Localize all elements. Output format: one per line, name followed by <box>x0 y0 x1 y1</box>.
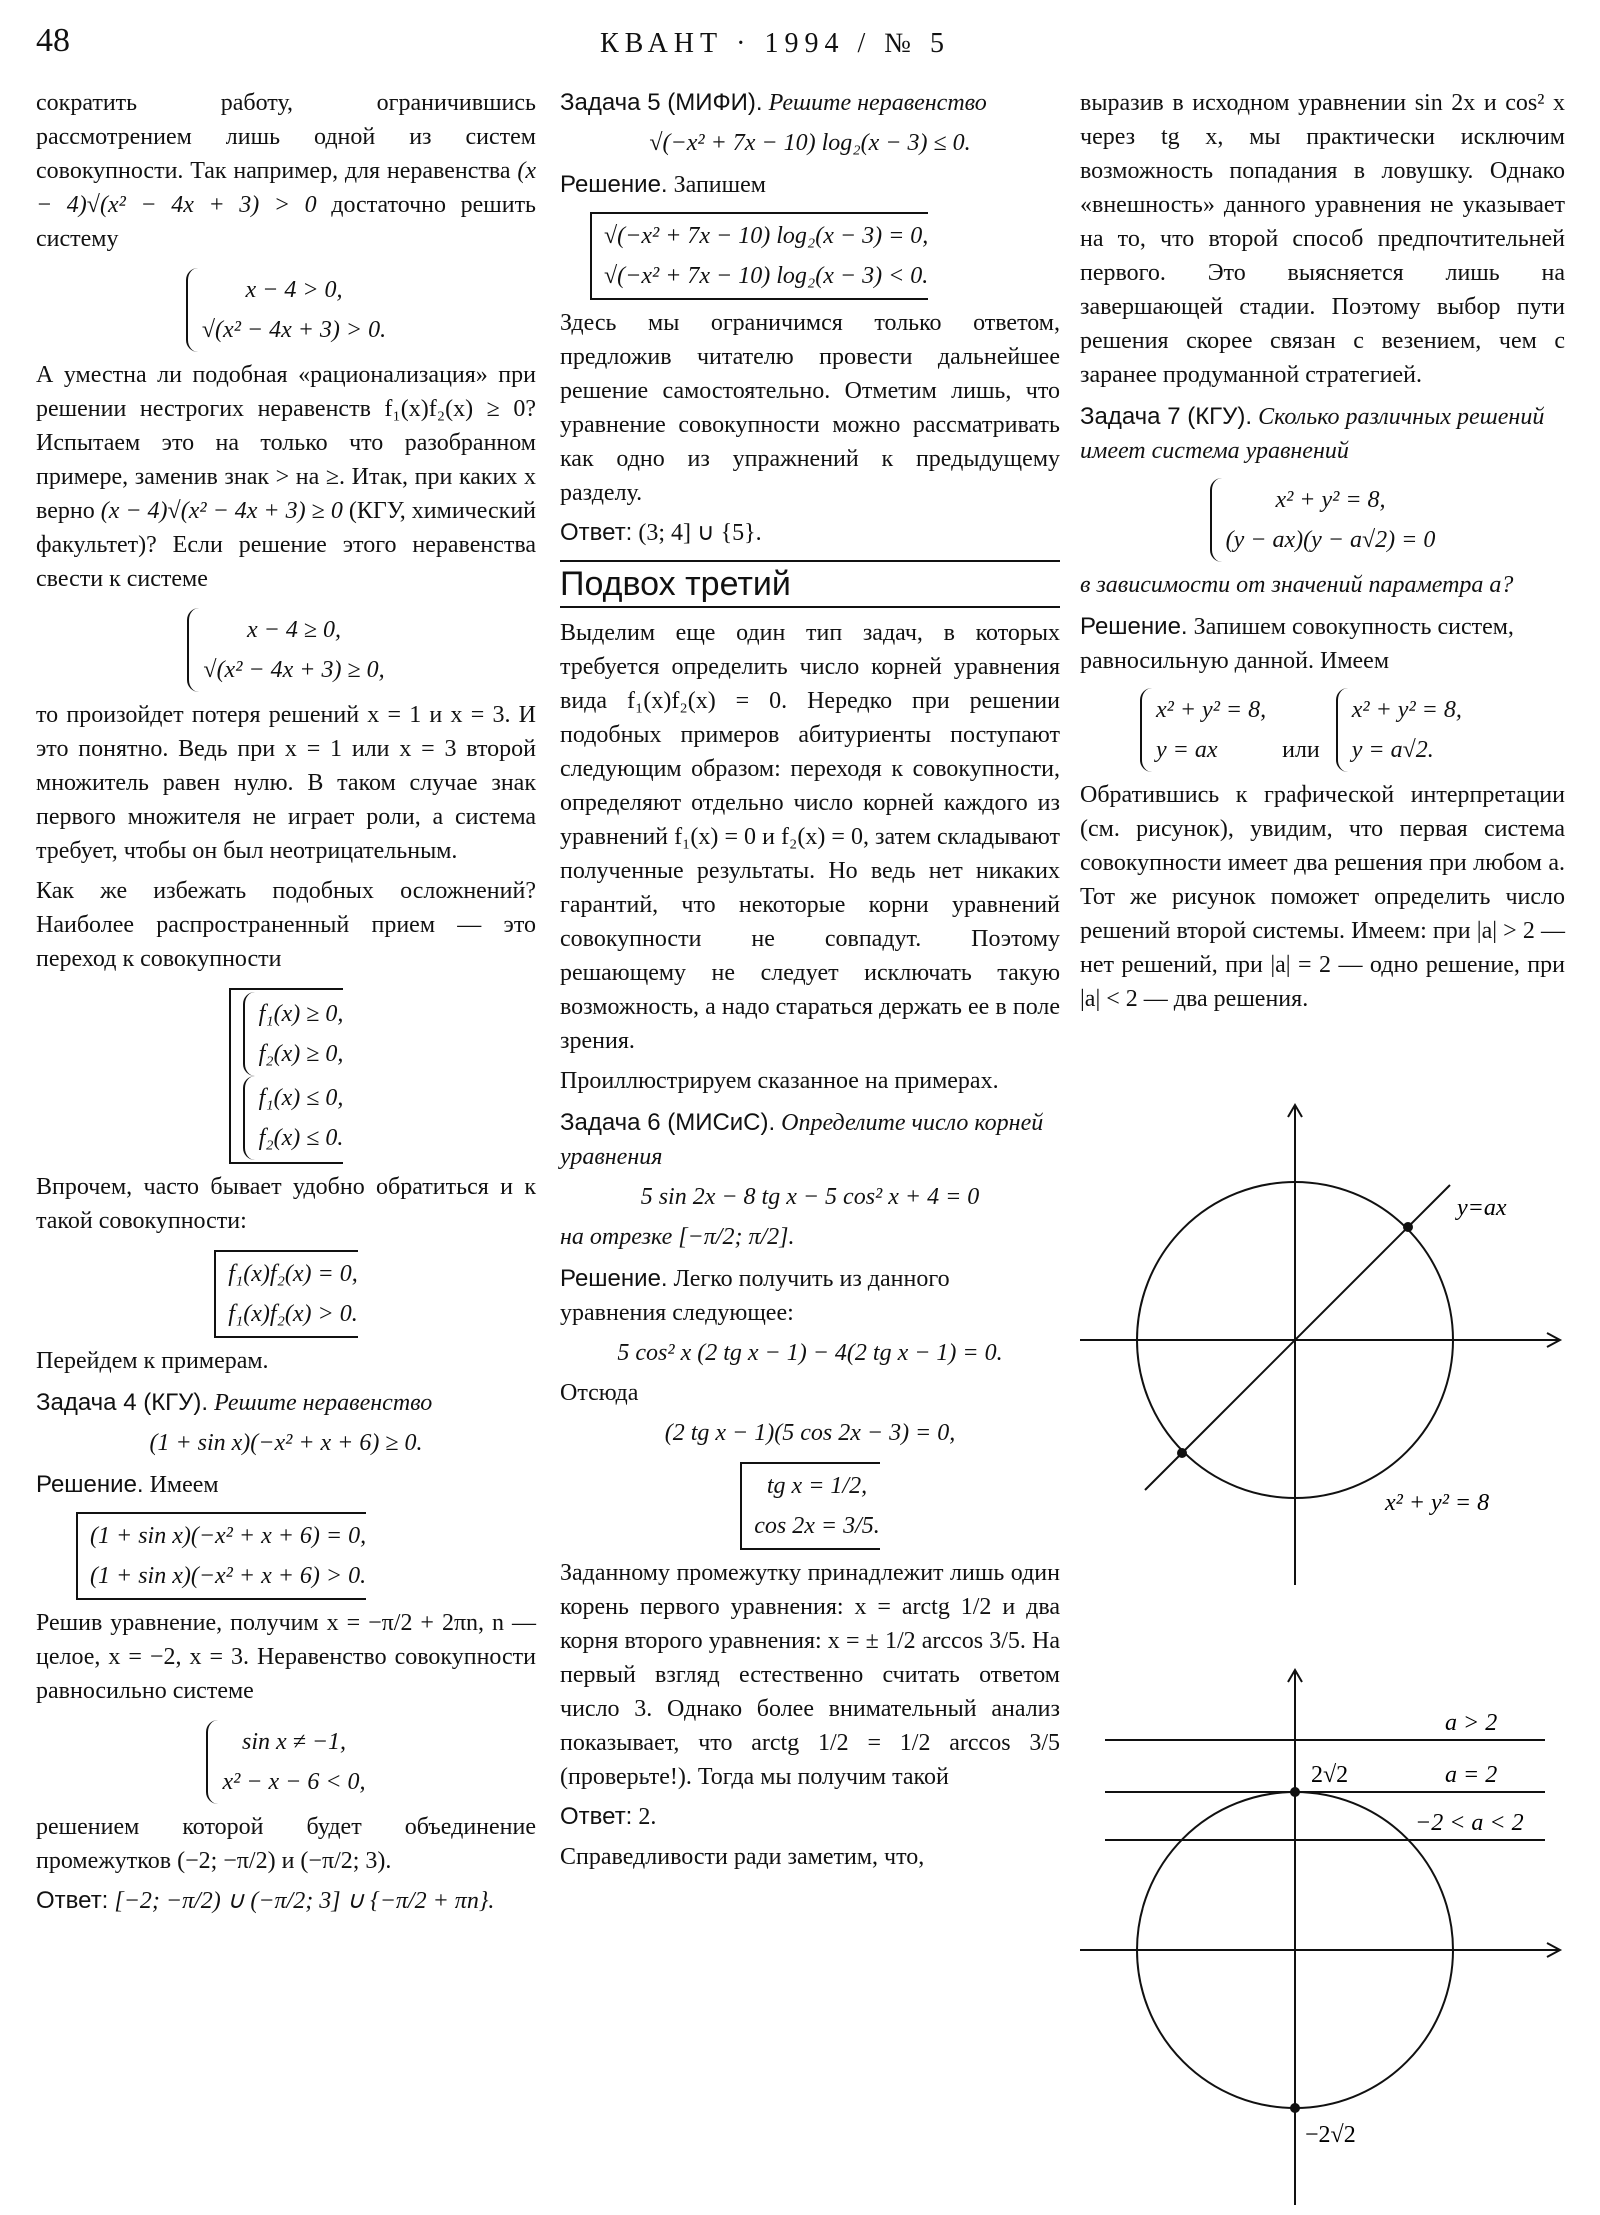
formula: (1 + sin x)(−x² + x + 6) ≥ 0. <box>149 1430 423 1456</box>
paragraph: Решив уравнение, получим x = −π/2 + 2πn, n — целое, x = −2, x = 3. Неравенство совокупности равносильно системе <box>36 1610 536 1704</box>
journal-header: КВАНТ · 1994 / № 5 <box>600 28 950 59</box>
collection-line: tg x = 1/2, <box>766 1473 868 1499</box>
task-label: Задача 6 (МИСиС). <box>560 1109 776 1136</box>
paragraph: Выделим еще один тип задач, в которых требуется определить число корней уравнения вида f₁(x)f₂(x) = 0. Нередко при решении подобных примеров абитуриенты поступают следующим образом: переходя к совокупности, определяют отдельно число корней каждого из уравнений f₁(x) = 0 и f₂(x) = 0, затем складывают полученные результаты. Но ведь нет никаких гарантий, что некоторые корни уравнений совокупности не совпадут. Поэтому решающему не следует исключать такую возможность, а надо стараться держать ее в поле зрения. <box>560 620 1060 1054</box>
system <box>1140 688 1266 772</box>
system-line: sin x ≠ −1, <box>241 1729 347 1755</box>
task-condition: Определите число корней уравнения <box>560 1110 1044 1170</box>
system <box>186 268 386 352</box>
system-line: x² − x − 6 < 0, <box>222 1769 366 1795</box>
system <box>206 1720 365 1804</box>
column-2 <box>560 86 1060 1880</box>
formula: 5 sin 2x − 8 tg x − 5 cos² x + 4 = 0 <box>640 1184 980 1210</box>
task-condition: Сколько различных решений имеет система уравнений <box>1080 404 1545 464</box>
solution-label: Решение. <box>36 1471 144 1498</box>
column-3 <box>1080 86 1565 1022</box>
system-line: x − 4 ≥ 0, <box>246 617 342 643</box>
answer-value: 2. <box>638 1804 657 1830</box>
text: или <box>1282 737 1320 763</box>
text: сократить работу, ограничившись рассмотрением лишь одной из систем совокупности. Так например, для неравенства <box>36 90 536 184</box>
text: Легко получить из данного уравнения следующее: <box>560 1266 950 1326</box>
task-condition: Решите неравенство <box>768 90 987 116</box>
system <box>1210 478 1436 562</box>
line-y-ax <box>1145 1185 1450 1490</box>
system-line: √(x² − 4x + 3) > 0. <box>201 317 387 343</box>
collection-line: √(−x² + 7x − 10) log₂(x − 3) = 0, <box>604 223 929 249</box>
collection <box>590 212 928 300</box>
answer-label: Ответ: <box>560 1803 633 1830</box>
circle-label: x² + y² = 8 <box>1385 1490 1490 1516</box>
figure-circle-horizontals <box>1075 1660 1570 2210</box>
paragraph: Перейдем к примерам. <box>36 1348 269 1374</box>
system-line: f₂(x) ≥ 0, <box>258 1041 344 1067</box>
label-2sqrt2: 2√2 <box>1311 1762 1349 1788</box>
system-line: f₁(x) ≥ 0, <box>258 1001 344 1027</box>
task-label: Задача 5 (МИФИ). <box>560 89 763 116</box>
paragraph: решением которой будет объединение промежутков (−2; −π/2) и (−π/2; 3). <box>36 1814 536 1874</box>
system-line: f₂(x) ≤ 0. <box>258 1125 344 1151</box>
formula: (2 tg x − 1)(5 cos 2x − 3) = 0, <box>664 1420 956 1446</box>
paragraph: Как же избежать подобных осложнений? Наиболее распространенный прием — это переход к совокупности <box>36 878 536 972</box>
text: Отсюда <box>560 1380 639 1406</box>
task-label: Задача 4 (КГУ). <box>36 1389 209 1416</box>
formula: (x − 4)√(x² − 4x + 3) > 0 <box>36 158 536 218</box>
collection-line: cos 2x = 3/5. <box>754 1513 880 1539</box>
page-number: 48 <box>36 22 70 59</box>
system <box>187 608 384 692</box>
collection-line: f₁(x)f₂(x) > 0. <box>228 1301 358 1327</box>
system-line: y = ax <box>1156 737 1218 763</box>
task-condition: в зависимости от значений параметра a? <box>1080 572 1514 598</box>
intersection-point <box>1403 1222 1413 1232</box>
answer-label: Ответ: <box>560 519 633 546</box>
text: Имеем <box>149 1472 219 1498</box>
solution-label: Решение. <box>560 1265 668 1292</box>
paragraph <box>36 358 536 596</box>
paragraph: Впрочем, часто бывает удобно обратиться и к такой совокупности: <box>36 1174 536 1234</box>
answer <box>36 1884 536 1918</box>
system-line: (y − ax)(y − a√2) = 0 <box>1225 527 1436 553</box>
collection <box>740 1462 880 1550</box>
text: Запишем совокупность систем, равносильную данной. Имеем <box>1080 614 1514 674</box>
collection <box>214 1250 358 1338</box>
label-a-gt-2: a > 2 <box>1445 1710 1498 1736</box>
task-7 <box>1080 400 1565 468</box>
text: А уместна ли подобная «рационализация» при решении нестрогих неравенств f₁(x)f₂(x) ≥ 0? Испытаем это на только что разобранном примере, заменив знак > на ≥. Итак, при каких x верно <box>36 362 536 524</box>
paragraph: Заданному промежутку принадлежит лишь один корень первого уравнения: x = arctg 1/2 и два корня второго уравнения: x = ± 1/2 arccos 3/5. На первый взгляд естественно считать ответом число 3. Однако более внимательный анализ показывает, что arctg 1/2 = 1/2 arccos 3/5 (проверьте!). Тогда мы получим такой <box>560 1560 1060 1790</box>
system-line: √(x² − 4x + 3) ≥ 0, <box>203 657 385 683</box>
collection-line: √(−x² + 7x − 10) log₂(x − 3) < 0. <box>604 263 929 289</box>
section-title: Подвох третий <box>560 560 1060 608</box>
label-minus-2sqrt2: −2√2 <box>1305 2122 1356 2148</box>
system-line: x² + y² = 8, <box>1351 697 1462 723</box>
collection <box>76 1512 366 1600</box>
paragraph: выразив в исходном уравнении sin 2x и cos² x через tg x, мы практически исключим возможность попадания в ловушку. Однако «внешность» данного уравнения не указывает на то, что второй способ предпочтительней первого. Это выясняется лишь на завершающей стадии. Поэтому выбор пути решения скорее связан с везением, чем с заранее продуманной стратегией. <box>1080 90 1565 388</box>
collection-line: (1 + sin x)(−x² + x + 6) > 0. <box>90 1563 367 1589</box>
column-1 <box>36 86 536 1924</box>
system <box>243 1076 344 1160</box>
system <box>1336 688 1462 772</box>
solution-label: Решение. <box>560 171 668 198</box>
answer <box>560 516 1060 550</box>
line-label: y=ax <box>1457 1195 1507 1221</box>
collection-line: (1 + sin x)(−x² + x + 6) = 0, <box>90 1523 367 1549</box>
system-line: y = a√2. <box>1351 737 1434 763</box>
formula: (x − 4)√(x² − 4x + 3) ≥ 0 <box>100 498 343 524</box>
task-5 <box>560 86 1060 120</box>
solution-label: Решение. <box>1080 613 1188 640</box>
label-a-eq-2: a = 2 <box>1445 1762 1498 1788</box>
answer <box>560 1800 1060 1834</box>
system-line: x² + y² = 8, <box>1156 697 1267 723</box>
label-a-between: −2 < a < 2 <box>1415 1810 1524 1836</box>
paragraph: Обратившись к графической интерпретации (см. рисунок), увидим, что первая система совокупности имеет два решения при любом a. Тот же рисунок поможет определить число решений второй системы. Имеем: при |a| > 2 — нет решений, при |a| = 2 — одно решение, при |a| < 2 — два решения. <box>1080 782 1565 1012</box>
system-line: x − 4 > 0, <box>245 277 343 303</box>
task-label: Задача 7 (КГУ). <box>1080 403 1253 430</box>
collection-line: f₁(x)f₂(x) = 0, <box>228 1261 358 1287</box>
intersection-point <box>1177 1448 1187 1458</box>
formula: 5 cos² x (2 tg x − 1) − 4(2 tg x − 1) = 0. <box>617 1340 1003 1366</box>
figure-circle-line <box>1075 1095 1570 1590</box>
paragraph <box>36 86 536 256</box>
tangent-point <box>1290 1787 1300 1797</box>
paragraph: Здесь мы ограничимся только ответом, предложив читателю провести дальнейшее решение самостоятельно. Отметим лишь, что уравнение совокупности можно рассматривать как одно из упражнений к предыдущему разделу. <box>560 310 1060 506</box>
formula: √(−x² + 7x − 10) log₂(x − 3) ≤ 0. <box>649 130 971 156</box>
paragraph: Проиллюстрируем сказанное на примерах. <box>560 1068 999 1094</box>
answer-value: (3; 4] ∪ {5}. <box>638 520 762 546</box>
collection <box>229 988 344 1164</box>
text: достаточно решить систему <box>36 192 536 252</box>
task-4 <box>36 1386 536 1420</box>
answer-label: Ответ: <box>36 1887 109 1914</box>
system <box>243 992 344 1076</box>
task-6 <box>560 1106 1060 1174</box>
formula: на отрезке [−π/2; π/2]. <box>560 1224 795 1250</box>
systems-pair <box>1080 682 1565 778</box>
paragraph: то произойдет потеря решений x = 1 и x = 3. И это понятно. Ведь при x = 1 или x = 3 второй множитель равен нулю. В таком случае знак первого множителя не играет роли, а система требует, чтобы он был неотрицательным. <box>36 702 536 864</box>
text: Запишем <box>673 172 766 198</box>
paragraph: Справедливости ради заметим, что, <box>560 1844 925 1870</box>
tangent-point <box>1290 2103 1300 2113</box>
task-condition: Решите неравенство <box>214 1390 433 1416</box>
text: (КГУ, химический факультет)? Если решение этого неравенства свести к системе <box>36 498 537 592</box>
system-line: f₁(x) ≤ 0, <box>258 1085 344 1111</box>
system-line: x² + y² = 8, <box>1275 487 1386 513</box>
answer-value: [−2; −π/2) ∪ (−π/2; 3] ∪ {−π/2 + πn}. <box>114 1888 495 1914</box>
